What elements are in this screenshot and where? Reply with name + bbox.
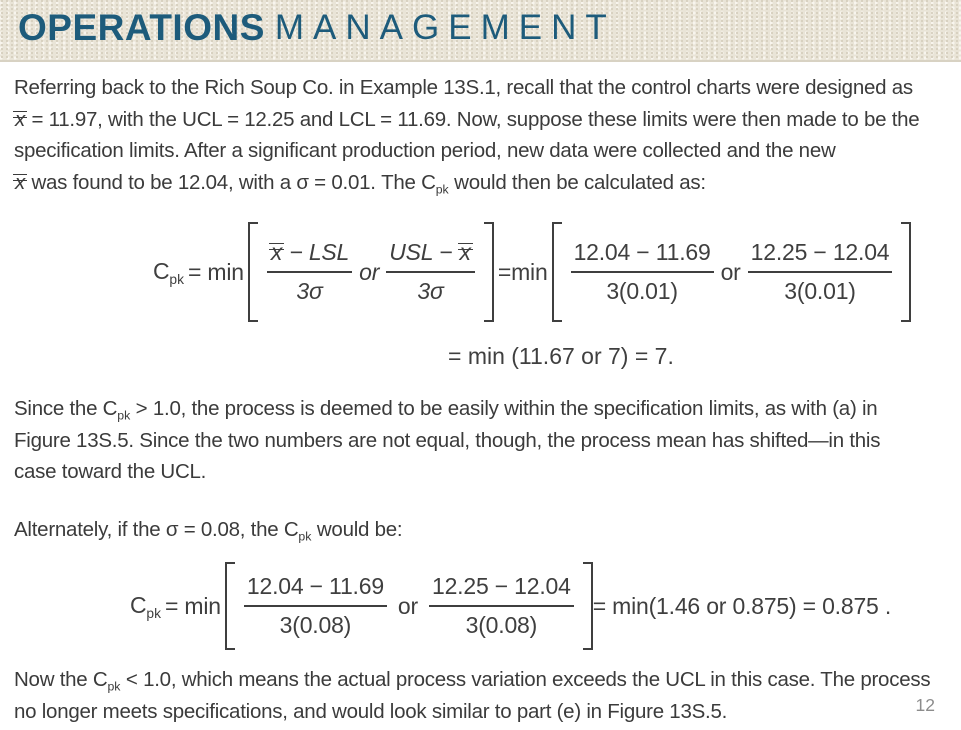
c-symbol: C: [153, 257, 170, 284]
fraction-numerator: [386, 238, 475, 267]
paragraph-line: [14, 456, 880, 488]
fraction-denominator: 3(0.08): [465, 612, 538, 638]
bracket-right: [484, 222, 494, 322]
paragraph-conclusion: [14, 664, 930, 727]
bracket-right: [901, 222, 911, 322]
formula-cpk-symbolic-and-numeric: [153, 222, 911, 322]
text-run: Since the C: [14, 397, 118, 420]
paragraph-line: [14, 72, 919, 104]
fraction-usl-xbar: [379, 238, 482, 306]
fraction-numerator: 12.25 − 12.04: [431, 573, 571, 600]
paragraph-line: [14, 664, 930, 696]
fraction-denominator: 3(0.08): [279, 612, 352, 638]
paragraph-line: [14, 393, 880, 425]
fraction-bar: [244, 605, 387, 607]
formula-rhs-result: = min(1.46 or 0.875) = 0.875 .: [592, 592, 892, 619]
text-run: = 11.97, with the UCL = 12.25 and LCL = 11.69. Now, suppose these limits were then made to be the: [31, 107, 920, 131]
fraction-numeric-1: [564, 238, 721, 306]
text-run: > 1.0, the process is deemed to be easily within the specification limits, as with (a) in: [130, 397, 878, 420]
paragraph-line: [14, 696, 930, 728]
or-operator: or: [359, 258, 380, 285]
cpk-lhs: [153, 258, 184, 287]
text-run: would then be calculated as:: [448, 170, 706, 194]
text-run: Referring back to the Rich Soup Co. in Example 13S.1, recall that the control charts were designed as: [14, 76, 913, 99]
fraction-numerator: [267, 238, 352, 267]
bracket-right: [583, 562, 593, 650]
or-operator: or: [397, 592, 418, 619]
bracket-group-numeric: [564, 238, 900, 306]
bracket-left: [225, 562, 235, 650]
text-run: specification limits. After a significant production period, new data were collected and the new: [14, 139, 836, 162]
fraction-denominator: 3(0.01): [606, 278, 678, 304]
or-operator: or: [720, 258, 741, 285]
text-run: case toward the UCL.: [14, 460, 207, 483]
paragraph-intro: [14, 72, 919, 198]
cpk-subscript: pk: [298, 529, 312, 544]
equals-min: =min: [497, 258, 548, 285]
title-management: MANAGEMENT: [274, 8, 616, 47]
text-run: Figure 13S.5. Since the two numbers are not equal, though, the process mean has shifted—in this: [14, 428, 881, 452]
paragraph-line: [14, 514, 402, 546]
fraction-numeric-2: [422, 572, 581, 640]
text-run: would be:: [311, 518, 403, 541]
fraction-numerator: 12.25 − 12.04: [750, 239, 890, 266]
paragraph-line: [14, 425, 880, 457]
title-operations: OPERATIONS: [18, 7, 265, 48]
equals-min: = min: [188, 258, 244, 285]
fraction-numerator: 12.04 − 11.69: [246, 573, 384, 600]
cpk-subscript: pk: [146, 605, 161, 621]
paragraph-interpretation: [14, 393, 880, 488]
fraction-bar: [267, 271, 352, 273]
paragraph-line: [14, 167, 919, 199]
text-run: USL −: [389, 239, 459, 266]
x-doublebar-symbol: x: [270, 239, 283, 266]
cpk-subscript: pk: [169, 271, 184, 287]
cpk-lhs: [130, 592, 161, 621]
bracket-left: [248, 222, 258, 322]
fraction-bar: [429, 605, 574, 607]
paragraph-line: [14, 104, 919, 136]
cpk-subscript: pk: [117, 408, 131, 423]
page-number: 12: [915, 695, 935, 715]
text-run: Now the C: [14, 668, 108, 691]
text-run: < 1.0, which means the actual process variation exceeds the UCL in this case. The process: [120, 668, 931, 691]
fraction-bar: [571, 271, 714, 273]
fraction-bar: [748, 271, 893, 273]
fraction-denominator: 3σ: [296, 278, 323, 304]
text-run: Alternately, if the σ = 0.08, the C: [14, 518, 299, 541]
text-run: no longer meets specifications, and would look similar to part (e) in Figure 13S.5.: [14, 699, 728, 723]
fraction-numeric-2: [741, 238, 900, 306]
fraction-numeric-1: [237, 572, 394, 640]
fraction-numerator: 12.04 − 11.69: [573, 239, 711, 266]
paragraph-alternately: [14, 514, 402, 546]
fraction-xbar-lsl: [260, 238, 359, 306]
bracket-group-numeric: [237, 572, 581, 640]
bracket-left: [552, 222, 562, 322]
x-doublebar-symbol: x: [459, 239, 471, 266]
fraction-denominator: 3(0.01): [784, 278, 856, 304]
bracket-group-symbolic: [260, 238, 482, 306]
c-symbol: C: [130, 591, 147, 618]
fraction-bar: [386, 271, 475, 273]
equals-min: = min: [165, 592, 221, 619]
cpk-subscript: pk: [107, 679, 121, 694]
text-run: − LSL: [283, 239, 350, 266]
text-run: was found to be 12.04, with a σ = 0.01. The C: [31, 170, 436, 194]
formula-cpk-sigma-008: [130, 562, 891, 650]
formula-result: = min (11.67 or 7) = 7.: [448, 343, 674, 369]
fraction-denominator: 3σ: [417, 278, 444, 304]
x-doublebar-symbol: x: [15, 107, 25, 131]
cpk-subscript: pk: [435, 181, 449, 196]
paragraph-line: [14, 135, 919, 167]
slide-header: [0, 0, 961, 62]
x-doublebar-symbol: x: [15, 170, 25, 194]
